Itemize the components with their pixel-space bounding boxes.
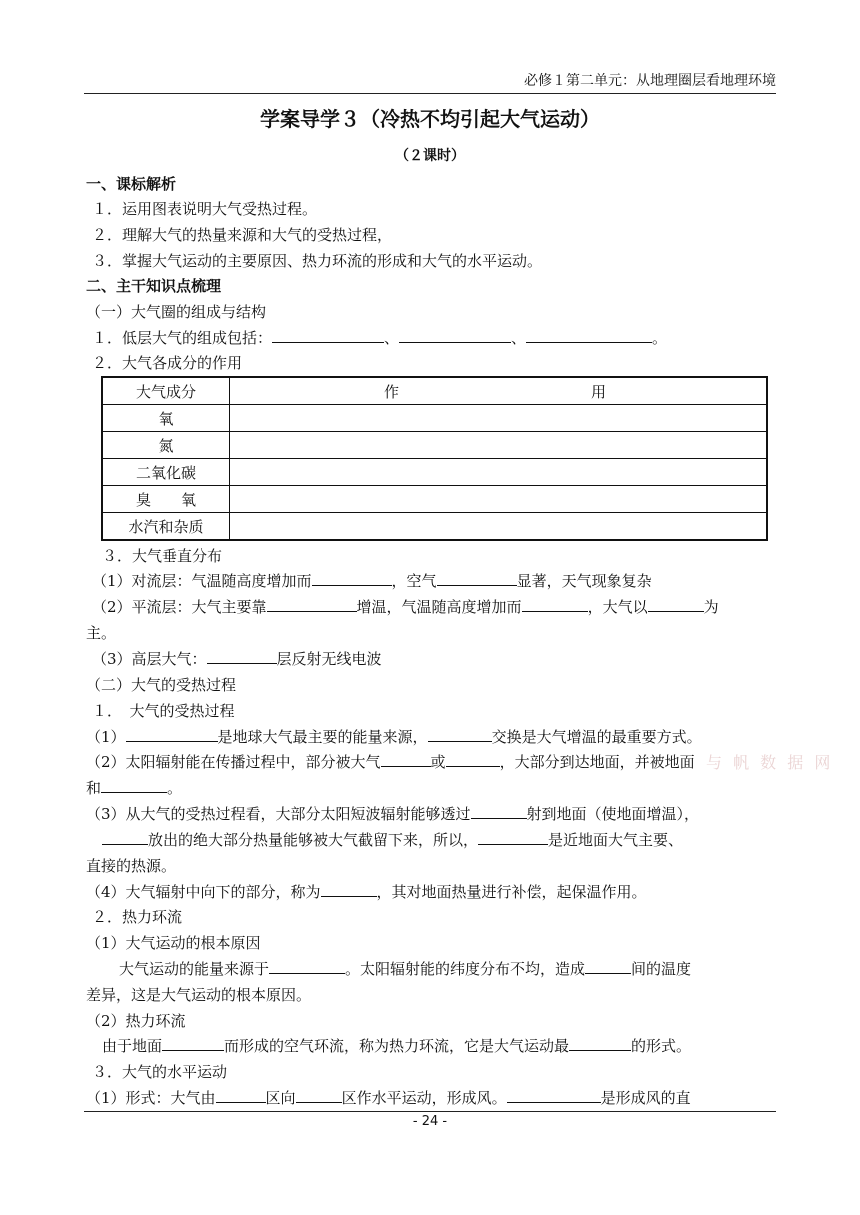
answer-cell[interactable]	[230, 405, 768, 432]
answer-blank[interactable]	[102, 829, 148, 845]
subitem-thermal-circulation: （2）热力环流	[86, 1012, 186, 1030]
question-root-cause-cont: 差异，这是大气运动的根本原因。	[86, 986, 312, 1004]
question-counter-radiation	[86, 881, 776, 903]
component-table	[101, 376, 768, 541]
question-wind-formation	[86, 1087, 776, 1109]
question-stratosphere	[92, 596, 782, 618]
question-text: 区向	[265, 1089, 296, 1107]
answer-blank[interactable]	[399, 327, 511, 343]
question-component-roles: ２．大气各成分的作用	[92, 354, 243, 372]
table-row	[102, 486, 767, 513]
answer-blank[interactable]	[437, 570, 517, 586]
question-text: （1）对流层：气温随高度增加而	[92, 572, 312, 590]
question-text: 大气运动的能量来源于	[119, 960, 270, 978]
answer-blank[interactable]	[381, 751, 431, 767]
footer-rule	[84, 1111, 776, 1112]
question-text: 是形成风的直	[600, 1089, 691, 1107]
page-title: 学案导学３（冷热不均引起大气运动）	[260, 107, 600, 131]
section-heading-standards: 一、课标解析	[86, 175, 177, 193]
table-header-component: 大气成分	[102, 377, 230, 405]
standard-item-1: １．运用图表说明大气受热过程。	[92, 200, 318, 218]
table-header-use	[230, 377, 768, 405]
answer-blank[interactable]	[446, 751, 500, 767]
answer-blank[interactable]	[101, 777, 167, 793]
standard-item-2: ２．理解大气的热量来源和大气的受热过程，	[92, 226, 393, 244]
question-text: 是地球大气最主要的能量来源，	[217, 728, 428, 746]
subsection-atmosphere-structure: （一）大气圈的组成与结构	[86, 303, 267, 321]
answer-cell[interactable]	[230, 432, 768, 459]
question-text: 由于地面	[102, 1037, 163, 1055]
question-text: （2）太阳辐射能在传播过程中，部分被大气	[86, 753, 381, 771]
answer-blank[interactable]	[216, 1087, 266, 1103]
answer-blank[interactable]	[507, 1087, 601, 1103]
component-ozone: 臭 氧	[102, 486, 230, 513]
question-shortwave	[86, 803, 776, 825]
standard-item-3: ３．掌握大气运动的主要原因、热力环流的形成和大气的水平运动。	[92, 252, 543, 270]
answer-blank[interactable]	[269, 958, 345, 974]
table-header-row	[102, 377, 767, 405]
question-text: 。	[167, 779, 183, 797]
question-solar-radiation-cont	[86, 777, 776, 799]
answer-blank[interactable]	[428, 726, 492, 742]
running-header: 必修１第二单元：从地理圈层看地理环境	[524, 73, 776, 89]
question-text: （3）从大气的受热过程看，大部分太阳短波辐射能够透过	[86, 805, 471, 823]
subsection-heating-process: （二）大气的受热过程	[86, 676, 237, 694]
question-text: ，其对地面热量进行补偿，起保温作用。	[376, 883, 647, 901]
page-number: - 24 -	[412, 1114, 448, 1129]
question-text: １．低层大气的组成包括：	[92, 329, 273, 347]
answer-blank[interactable]	[471, 803, 527, 819]
answer-blank[interactable]	[526, 327, 652, 343]
table-header-use-1: 作	[384, 382, 400, 401]
question-text: 。太阳辐射能的纬度分布不均，造成	[345, 960, 586, 978]
component-oxygen: 氧	[102, 405, 230, 432]
question-text: 、	[384, 329, 400, 347]
question-text: 而形成的空气环流，称为热力环流，它是大气运动最	[224, 1037, 570, 1055]
question-text: （1）	[86, 728, 126, 746]
question-text: 显著，天气现象复杂	[516, 572, 652, 590]
table-row	[102, 459, 767, 486]
question-text: 是近地面大气主要、	[548, 831, 684, 849]
answer-blank[interactable]	[207, 648, 277, 664]
question-stratosphere-cont: 主。	[86, 624, 117, 642]
question-text: （1）形式：大气由	[86, 1089, 216, 1107]
answer-cell[interactable]	[230, 513, 768, 541]
component-vapor-impurities: 水汽和杂质	[102, 513, 230, 541]
question-text: ，大气以	[587, 598, 648, 616]
question-text: （2）平流层：大气主要靠	[92, 598, 267, 616]
answer-blank[interactable]	[522, 596, 588, 612]
item-horizontal-motion: ３．大气的水平运动	[92, 1063, 228, 1081]
question-text: 射到地面（使地面增温），	[526, 805, 700, 823]
answer-blank[interactable]	[312, 570, 392, 586]
answer-blank[interactable]	[648, 596, 704, 612]
question-shortwave-end: 直接的热源。	[86, 857, 177, 875]
component-nitrogen: 氮	[102, 432, 230, 459]
answer-blank[interactable]	[478, 829, 548, 845]
watermark: 与 帆 数 据 网	[706, 753, 834, 772]
component-co2: 二氧化碳	[102, 459, 230, 486]
question-energy-source	[86, 726, 776, 748]
item-thermal-circulation: ２．热力环流	[92, 908, 183, 926]
question-troposphere	[92, 570, 782, 592]
question-text: 为	[703, 598, 719, 616]
answer-cell[interactable]	[230, 486, 768, 513]
question-text: ，大部分到达地面，并被地面	[499, 753, 695, 771]
header-rule	[84, 93, 776, 94]
answer-blank[interactable]	[585, 958, 631, 974]
table-row	[102, 405, 767, 432]
answer-blank[interactable]	[162, 1035, 224, 1051]
question-text: 或	[430, 753, 446, 771]
question-text: ，空气	[391, 572, 437, 590]
answer-blank[interactable]	[267, 596, 357, 612]
question-vertical-distribution: ３．大气垂直分布	[102, 547, 223, 565]
question-root-cause	[119, 958, 809, 980]
question-text: 层反射无线电波	[276, 650, 382, 668]
section-heading-knowledge: 二、主干知识点梳理	[86, 277, 222, 295]
page-subtitle: （２课时）	[395, 148, 465, 164]
question-upper-atmosphere	[92, 648, 782, 670]
question-solar-radiation	[86, 751, 776, 773]
item-heating-process: １． 大气的受热过程	[92, 702, 235, 720]
question-thermal-circulation	[102, 1035, 792, 1057]
question-text: 交换是大气增温的最重要方式。	[491, 728, 702, 746]
question-text: 间的温度	[631, 960, 692, 978]
question-text: 放出的绝大部分热量能够被大气截留下来，所以，	[148, 831, 479, 849]
answer-blank[interactable]	[272, 327, 384, 343]
question-text: 区作水平运动，形成风。	[341, 1089, 507, 1107]
question-text: 。	[652, 329, 668, 347]
answer-blank[interactable]	[126, 726, 218, 742]
subitem-root-cause: （1）大气运动的根本原因	[86, 934, 261, 952]
table-header-use-2: 用	[591, 382, 607, 401]
table-row	[102, 513, 767, 541]
question-text: （3）高层大气：	[92, 650, 207, 668]
answer-blank[interactable]	[569, 1035, 631, 1051]
answer-blank[interactable]	[321, 881, 377, 897]
question-text: （4）大气辐射中向下的部分，称为	[86, 883, 321, 901]
question-text: 增温，气温随高度增加而	[356, 598, 522, 616]
question-composition	[92, 327, 782, 349]
question-text: 的形式。	[631, 1037, 692, 1055]
question-shortwave-cont	[102, 829, 792, 851]
answer-cell[interactable]	[230, 459, 768, 486]
question-text: 和	[86, 779, 102, 797]
question-text: 、	[511, 329, 527, 347]
table-row	[102, 432, 767, 459]
answer-blank[interactable]	[296, 1087, 342, 1103]
